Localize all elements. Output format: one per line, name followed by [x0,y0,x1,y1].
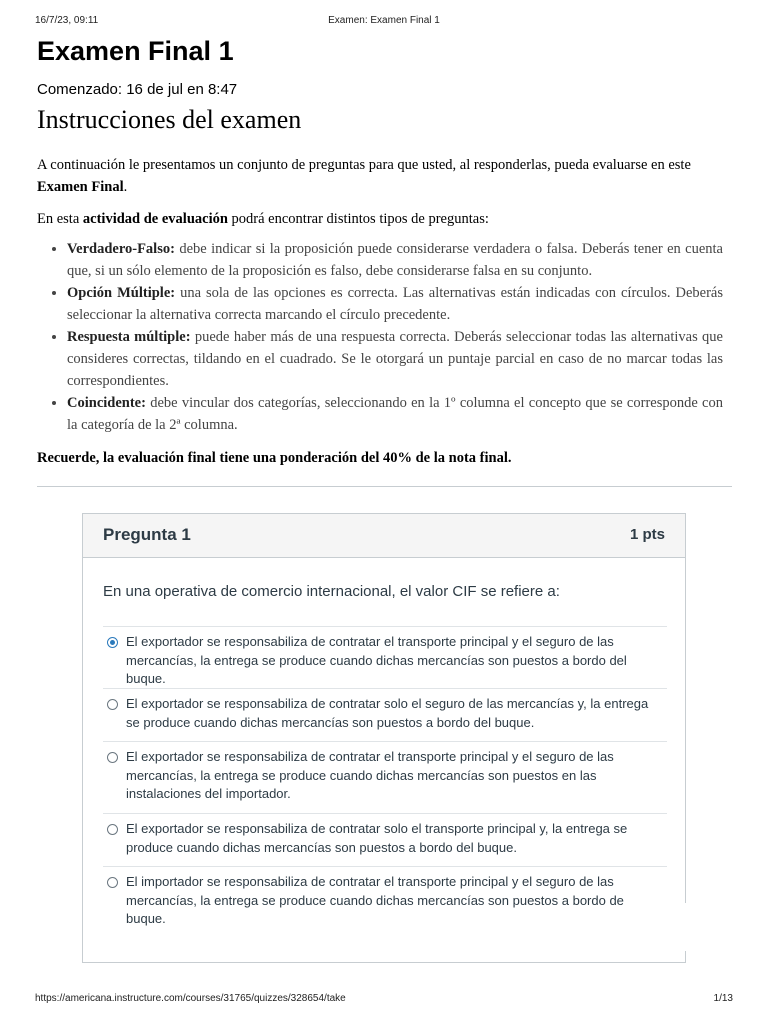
list-item [67,282,723,326]
types-text: En esta [37,211,83,227]
radio-empty-icon[interactable] [107,699,118,710]
print-url: https://americana.instructure.com/courses/31765/quizzes/328654/take [35,993,346,1004]
types-bold-text: actividad de evaluación [82,211,228,227]
list-item-text: una sola de las opciones es correcta. Las alternativas están indicadas con círculos. Deberás seleccionar la alternativa correcta marcando el círculo precedente. [67,285,723,323]
intro-bold-text: Examen Final [37,179,124,195]
answer-label: El exportador se responsabiliza de contratar el transporte principal y el seguro de las mercancías, la entrega se produce cuando dichas mercancías son puestos a bordo del buque. [126,634,627,686]
question-card [82,513,686,963]
answer-list [103,626,667,928]
answer-option-4[interactable] [103,813,667,866]
radio-selected-icon[interactable] [107,637,118,648]
instructions-body [37,154,723,469]
print-datetime: 16/7/23, 09:11 [35,15,99,26]
question-points: 1 pts [629,526,665,543]
answer-label: El exportador se responsabiliza de contratar solo el transporte principal y, la entrega se produce cuando dichas mercancías son puestos a bordo del buque. [126,821,628,855]
types-end-text: podrá encontrar distintos tipos de preguntas: [227,211,489,227]
started-timestamp: Comenzado: 16 de jul en 8:47 [37,81,238,98]
answer-label: El exportador se responsabiliza de contratar solo el seguro de las mercancías y, la entrega se produce cuando dichas mercancías son puestos a bordo del buque. [126,696,649,730]
answer-option-3[interactable] [103,741,667,813]
instructions-heading: Instrucciones del examen [37,105,302,134]
intro-text: A continuación le presentamos un conjunto de preguntas para que usted, al responderlas, pueda evaluarse en este [37,157,691,173]
answer-option-5[interactable] [103,866,667,928]
answer-label: El exportador se responsabiliza de contratar el transporte principal y el seguro de las mercancías, la entrega se produce cuando dichas mercancías son puestos en las instalaciones del importador. [126,749,614,801]
print-header [35,15,733,29]
answer-option-2[interactable] [103,688,667,741]
list-item [67,392,723,436]
page-clip-mask [658,903,688,951]
list-item [67,326,723,392]
print-document-title: Examen: Examen Final 1 [328,15,440,26]
instructions-types-intro [37,208,723,230]
intro-end-text: . [123,179,128,195]
reminder-text: Recuerde, la evaluación final tiene una ponderación del 40% de la nota final. [37,450,512,466]
list-item-text: debe vincular dos categorías, seleccionando en la 1º columna el concepto que se corresponde con la categoría de la 2ª columna. [67,395,723,433]
question-text: En una operativa de comercio internacional, el valor CIF se refiere a: [103,583,560,600]
list-item-text: puede haber más de una respuesta correcta. Deberás seleccionar todas las alternativas que consideres correctas, tildando en el cuadrado. Se le otorgará un puntaje parcial en caso de no marcar todas las correspondientes. [67,329,723,389]
answer-label: El importador se responsabiliza de contratar el transporte principal y el seguro de las mercancías, la entrega se produce cuando dichas mercancías son puestos a bordo de buque. [126,874,624,926]
list-item-term: Verdadero-Falso: [67,241,175,257]
print-page-number: 1/13 [713,993,733,1004]
print-footer [35,993,733,1007]
radio-empty-icon[interactable] [107,877,118,888]
question-name: Pregunta 1 [103,525,191,544]
radio-empty-icon[interactable] [107,824,118,835]
radio-empty-icon[interactable] [107,752,118,763]
list-item-term: Opción Múltiple: [67,285,176,301]
divider [37,486,732,487]
list-item [67,238,723,282]
list-item-text: debe indicar si la proposición puede considerarse verdadera o falsa. Deberás tener en cuenta que, si un sólo elemento de la proposición es falso, debe considerarse falsa en su conjunto. [67,241,723,279]
instructions-intro [37,154,723,198]
list-item-term: Coincidente: [67,395,146,411]
question-types-list [37,238,723,436]
list-item-term: Respuesta múltiple: [67,329,191,345]
question-header [83,514,685,558]
answer-option-1[interactable] [103,626,667,688]
page-title: Examen Final 1 [37,36,234,66]
